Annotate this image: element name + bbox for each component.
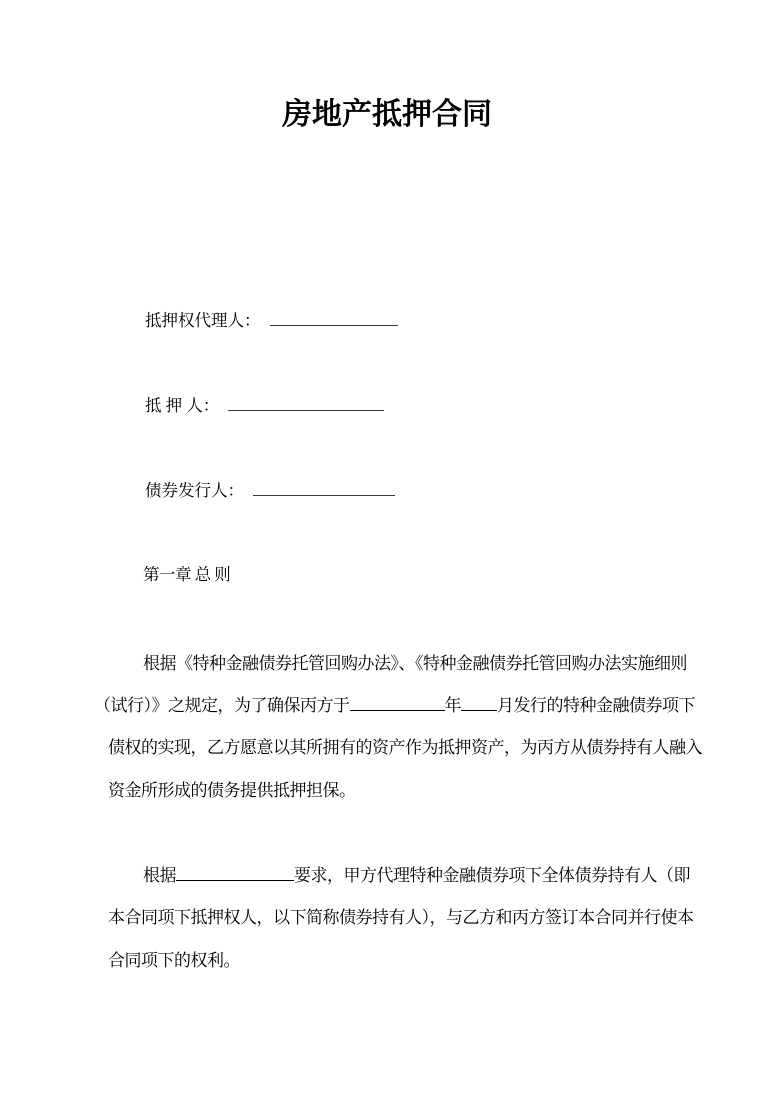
field-mortgagee-agent-label: 抵押权代理人： [145,311,261,330]
requirement-blank-line [176,864,294,881]
paragraph2-line2: 本合同项下抵押权人，以下简称债券持有人），与乙方和丙方签订本合同并行使本 [108,908,694,927]
paragraph1-line3: 债权的实现，乙方愿意以其所拥有的资产作为抵押资产，为丙方从债券持有人融入 [108,738,702,757]
chapter-one-heading: 第一章 总 则 [143,565,231,584]
field-mortgagor-label: 抵 押 人： [145,396,220,415]
document-title: 房地产抵押合同 [282,98,492,131]
paragraph1-line1: 根据《特种金融债券托管回购办法》、《特种金融债券托管回购办法实施细则 [143,654,687,673]
field-bond-issuer-blank-line [253,478,395,496]
paragraph1-line4: 资金所形成的债务提供抵押担保。 [108,781,356,800]
paragraph1-line2-text-after-month: 月发行的特种金融债券项下 [497,696,695,715]
paragraph1-line2-text-before-year: （试行）》之规定，为了确保丙方于 [94,696,350,715]
paragraph2-line1-text-before-blank: 根据 [143,866,176,885]
paragraph2-line1-text-after-blank: 要求，甲方代理特种金融债券项下全体债券持有人（即 [294,866,690,885]
paragraph2-line1 [143,864,690,886]
year-blank-line [350,694,445,711]
field-mortgagor [145,393,384,415]
field-bond-issuer-label: 债券发行人： [145,481,244,500]
field-bond-issuer [145,478,395,500]
field-mortgagee-agent [145,308,398,330]
paragraph1-line2-year-label: 年 [444,696,461,715]
paragraph1-line2 [94,694,695,716]
paragraph2-line3: 合同项下的权利。 [108,951,240,970]
field-mortgagor-blank-line [228,393,384,411]
month-blank-line [461,694,497,711]
field-mortgagee-agent-blank-line [270,308,398,326]
